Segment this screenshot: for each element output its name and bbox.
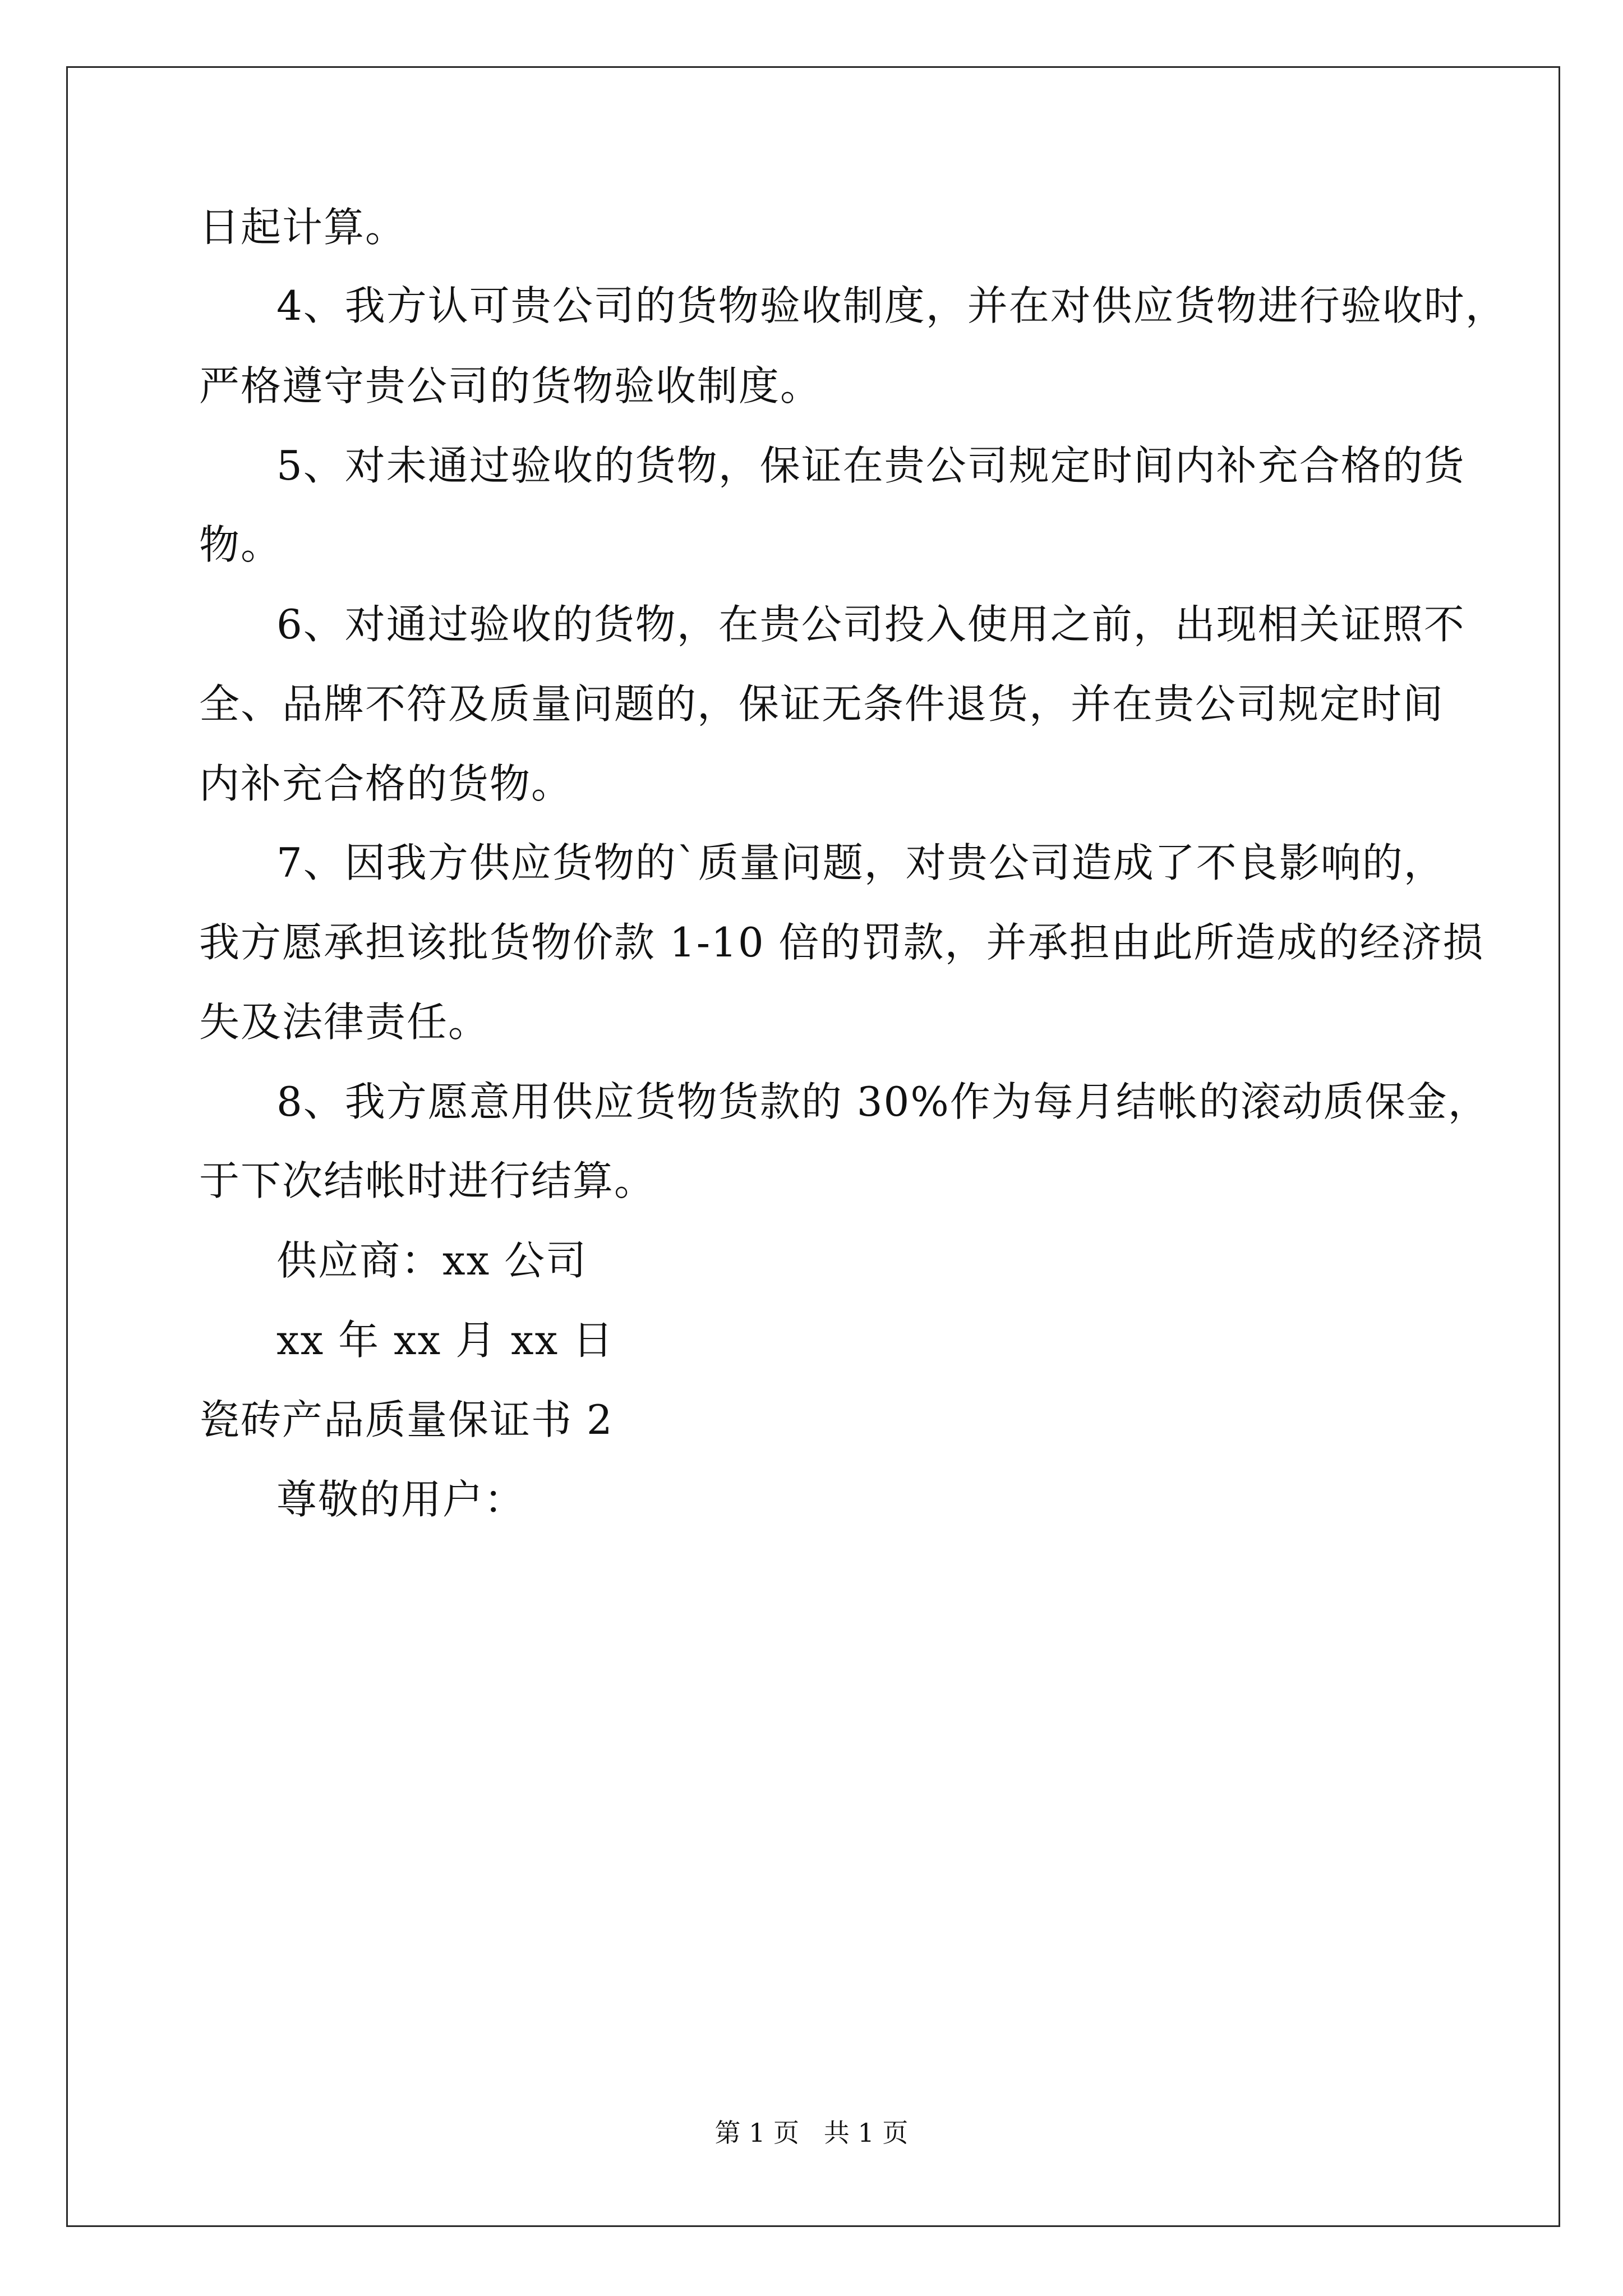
supplier-signature: 供应商：xx 公司: [276, 1237, 588, 1284]
clause-6-line-2: 全、品牌不符及质量问题的，保证无条件退货，并在贵公司规定时间: [199, 680, 1445, 728]
clause-5-line-2: 物。: [199, 521, 283, 568]
clause-6-line-3: 内补充合格的货物。: [199, 760, 573, 807]
clause-7-line-1: 7、因我方供应货物的`质量问题，对贵公司造成了不良影响的，: [276, 839, 1445, 886]
text-line-continuation: 日起计算。: [199, 204, 407, 251]
clause-7-line-2: 我方愿承担该批货物价款 1-10 倍的罚款，并承担由此所造成的经济损: [199, 919, 1484, 966]
clause-5-line-1: 5、对未通过验收的货物，保证在贵公司规定时间内补充合格的货: [276, 442, 1465, 489]
signature-date: xx 年 xx 月 xx 日: [276, 1317, 615, 1364]
clause-4-line-1: 4、我方认可贵公司的货物验收制度，并在对供应货物进行验收时，: [276, 282, 1507, 329]
clause-4-line-2: 严格遵守贵公司的货物验收制度。: [199, 362, 822, 409]
clause-8-line-1: 8、我方愿意用供应货物货款的 30%作为每月结帐的滚动质保金，: [276, 1078, 1490, 1125]
clause-7-line-3: 失及法律责任。: [199, 999, 490, 1046]
clause-6-line-1: 6、对通过验收的货物，在贵公司投入使用之前，出现相关证照不: [276, 601, 1465, 648]
salutation: 尊敬的用户：: [276, 1476, 526, 1523]
clause-8-line-2: 于下次结帐时进行结算。: [199, 1157, 656, 1204]
section-heading: 瓷砖产品质量保证书 2: [199, 1396, 614, 1443]
page-footer: 第 1 页 共 1 页: [714, 2118, 909, 2148]
